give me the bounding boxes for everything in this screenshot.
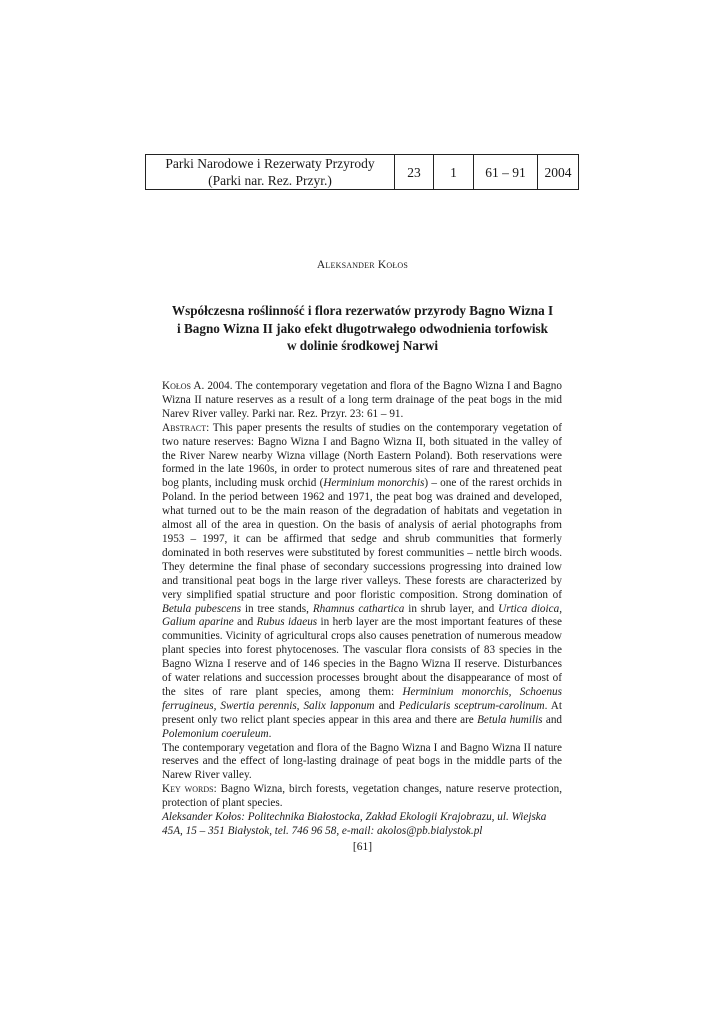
keywords-label: Key words	[162, 783, 214, 796]
abstract-text: and	[542, 713, 563, 726]
journal-header-row	[146, 155, 579, 190]
page-number: [61]	[352, 841, 373, 853]
abstract-text: and	[233, 616, 257, 629]
abstract-text: in shrub layer, and	[404, 602, 499, 615]
species-name: Urtica dioica, Galium aparine	[162, 602, 562, 629]
abstract-label: Abstract	[162, 421, 207, 434]
species-name: Rhamnus cathartica	[312, 602, 405, 615]
species-name: Polemonium coeruleum	[162, 727, 269, 740]
species-name: Rubus idaeus	[256, 616, 318, 629]
species-name: Herminium monorchis, Schoenus ferrugineus, Swertia perennis, Salix lapponum	[162, 685, 562, 712]
abstract-paragraph	[162, 422, 562, 742]
abstract-text: : This paper presents the results of studies on the contemporary vegetation of two nature reserves: Bagno Wizna I and Bagno Wizna II, both situated in the valley of the River Narew nearby Wizna village (North Eastern Poland). Both reservations were formed in the late 1960s, in order to protect numerous sites of rare and threatened peat bog plants, including musk orchid (	[162, 421, 562, 490]
keywords-text: : Bagno Wizna, birch forests, vegetation changes, nature reserve protection, protection of plant species.	[162, 783, 562, 810]
species-name: Herminium monorchis	[323, 477, 425, 490]
citation-author: Kołos	[162, 380, 191, 392]
author-affiliation: Aleksander Kołos: Politechnika Białostocka, Zakład Ekologii Krajobrazu, ul. Wiejska 45A, 15 – 351 Białystok, tel. 746 96 58, e-mail: akolos@pb.bialystok.pl	[162, 811, 547, 837]
article-title	[150, 302, 575, 355]
abstract-block	[162, 380, 562, 839]
title-translation: The contemporary vegetation and flora of the Bagno Wizna I and Bagno Wizna II nature reserves and the effect of long-lasting drainage of peat bogs in the middle parts of the Narew River valley.	[162, 741, 562, 782]
year-cell: 2004	[538, 155, 579, 190]
title-line: w dolinie środkowej Narwi	[286, 338, 439, 353]
author-name: Aleksander Kołos	[316, 259, 409, 271]
species-name: Betula pubescens	[162, 602, 242, 615]
abstract-text: in herb layer are the most important features of these communities. Vicinity of agricultural crops also causes penetration of numerous meadow plant species into forest phytocenoses. The vascular flora consists of 83 species in the Bagno Wizna I reserve and of 146 species in the Bagno Wizna II reserve. Disturbances of water relations and succession processes brought about the disappearance of most of the sites of rare plant species, among them:	[162, 616, 562, 698]
title-line: i Bagno Wizna II jako efekt długotrwałego odwodnienia torfowisk	[177, 320, 548, 336]
number-cell: 1	[434, 155, 474, 190]
journal-name: Parki Narodowe i Rezerwaty Przyrody	[165, 156, 375, 171]
citation-text: A. 2004. The contemporary vegetation and flora of the Bagno Wizna I and Bagno Wizna II nature reserves as a result of a long term drainage of the peat bogs in the mid Narev River valley. Parki nar. Rez. Przyr. 23: 61 – 91.	[162, 380, 562, 420]
journal-abbreviation: (Parki nar. Rez. Przyr.)	[208, 173, 332, 188]
journal-name-cell	[146, 155, 395, 190]
abstract-text: and	[374, 699, 399, 712]
volume-cell: 23	[395, 155, 434, 190]
abstract-text: in tree stands,	[241, 602, 313, 615]
abstract-text: . At present only two relict plant species appear in this area and there are	[162, 699, 562, 726]
keywords	[162, 783, 562, 811]
species-name: Pedicularis sceptrum-carolinum	[398, 699, 545, 712]
title-line: Współczesna roślinność i flora rezerwatów przyrody Bagno Wizna I	[171, 303, 554, 318]
citation	[162, 380, 562, 422]
abstract-text: .	[268, 727, 272, 740]
abstract-text: ) – one of the rarest orchids in Poland. In the period between 1962 and 1971, the peat bog was drained and developed, what turned out to be the main reason of the degradation of habitats and vegetation in almost all of the area in question. On the basis of analysis of aerial photographs from 1953 – 1997, it can be affirmed that sedge and shrub communities that formerly dominated in both reserves were substituted by forest communities – nettle birch woods. They determine the final phase of secondary successions progressing into drained low and transitional peat bogs in the large river valleys. These forests are characterized by very simplified spatial structure and poor floristic composition. Strong domination of	[162, 477, 562, 601]
journal-header-table	[145, 154, 579, 190]
species-name: Betula humilis	[477, 713, 543, 726]
pages-cell: 61 – 91	[474, 155, 538, 190]
